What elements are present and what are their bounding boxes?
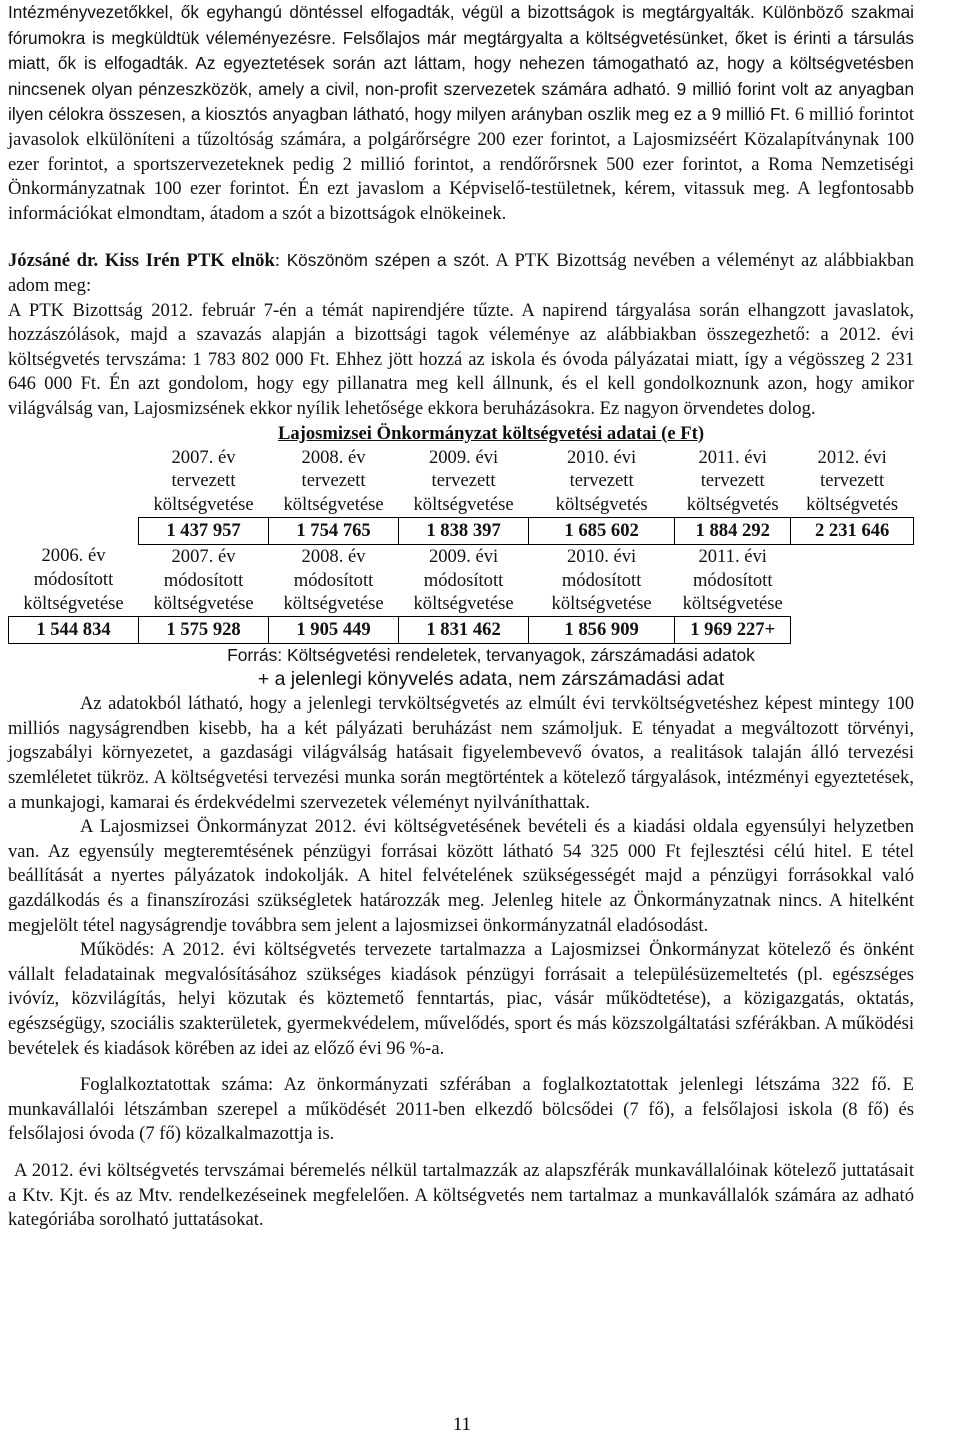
modified-label-2007: 2007. év módosított költségvetése	[153, 545, 254, 615]
modified-value-2011: 1 969 227+	[675, 617, 791, 644]
paragraph-intro	[8, 0, 914, 226]
speaker-rest: A PTK Bizottság nevében a véleményt az alábbiakban adom meg:	[8, 250, 914, 296]
speaker-thanks: Köszönöm szépen a szót.	[286, 250, 490, 271]
paragraph-ptk-opinion: A PTK Bizottság 2012. február 7-én a témát napirendjére tűzte. A napirend tárgyalása során elhangzott javaslatok, hozzászólások, majd a szavazás alapján a bizottsági tagok véleménye az alábbiakban összegezhető: a 2012. évi költségvetés tervszáma: 1 783 802 000 Ft. Ehhez jött hozzá az iskola és óvoda pályázatai miatt, így a végösszeg 2 231 646 000 Ft. Én azt gondolom, hogy egy pillanatra meg kell állnunk, és el kell gondolkoznunk azon, hogy amikor világválság van, Lajosmizsének ekkor nyílik lehetősége ekkora beruházásokra. Ez nagyon örvendetes dolog.	[8, 299, 914, 419]
budget-table	[8, 446, 914, 645]
modified-label-2008: 2008. év módosított költségvetése	[283, 545, 384, 615]
modified-value-2006: 1 544 834	[9, 617, 139, 644]
table-title: Lajosmizsei Önkormányzat költségvetési adatai (e Ft)	[277, 422, 705, 444]
table-row-modified-labels	[9, 544, 914, 616]
planned-value-2009: 1 838 397	[399, 517, 529, 544]
planned-value-2010: 1 685 602	[529, 517, 675, 544]
table-row-planned-values	[9, 517, 914, 544]
intro-text-sans: Intézményvezetőkkel, ők egyhangú döntéssel elfogadták, végül a bizottságok is megtárgyalták. Különböző szakmai fórumokra is megküldtük véleményezésre. Felsőlajos már megtárgyalta a költségvetésünket, őket is érinti a társulás miatt, ők is elfogadták. Az egyeztetések során azt láttam, hogy nehezen támogatható az, hogy a költségvetésben nincsenek olyan pénzeszközök, amely a civil, non-profit szervezetek számára adható. 9 millió forint volt az anyagban ilyen célokra összesen, a kiosztós anyagban látható, hogy milyen arányban oszlik meg ez a 9 millió Ft.	[8, 2, 914, 125]
table-source: Forrás: Költségvetési rendeletek, tervanyagok, zárszámadási adatok	[227, 645, 755, 666]
planned-label-2007: 2007. év tervezett költségvetése	[153, 446, 254, 516]
paragraph-operations: Működés: A 2012. évi költségvetés tervezete tartalmazza a Lajosmizsei Önkormányzat kötelező és önként vállalt feladatainak megvalósításához szükséges kiadások pénzügyi forrásait a településüzemeltetés (pl. egészséges ivóvíz, közvilágítás, helyi közutak és köztemető fenntartás, piac, vásár működtetése), a közigazgatás, oktatás, egészségügy, szociális szakterületek, gyermekvédelem, művelődés, sport és más közszolgáltatási szférákban. A működési bevételek és kiadások körében az idei az előző évi 96 %-a.	[8, 939, 914, 1059]
modified-label-2011: 2011. évi módosított költségvetése	[682, 545, 783, 615]
modified-value-2009: 1 831 462	[399, 617, 529, 644]
modified-value-2007: 1 575 928	[139, 617, 269, 644]
planned-label-2009: 2009. évi tervezett költségvetése	[413, 446, 514, 516]
planned-label-2010: 2010. évi tervezett költségvetés	[555, 446, 648, 516]
modified-label-2009: 2009. évi módosított költségvetése	[413, 545, 514, 615]
speaker-name: Józsáné dr. Kiss Irén PTK elnök	[8, 250, 275, 272]
paragraph-analysis: Az adatokból látható, hogy a jelenlegi tervköltségvetés az elmúlt évi tervköltségvetéshez képest mintegy 100 milliós nagyságrendben kisebb, ha a két pályázati beruházást nem számoljuk. E tényadat a megváltozott törvényi, jogszabályi környezetet, a gazdasági világválság hatásait figyelembevevő óvatos, a realitások talaján álló tervezési szemléletet tükröz. A költségvetési tervezési munka során megtörténtek a kötelező tárgyalások, intézményi egyeztetések, a munkajogi, kamarai és érdekvédelmi szervezetek véleményt nyilváníthattak.	[8, 693, 914, 813]
modified-label-2010: 2010. évi módosított költségvetése	[551, 545, 652, 615]
table-note: + a jelenlegi könyvelés adata, nem zárszámadási adat	[257, 668, 725, 691]
document-page	[8, 0, 914, 1233]
intro-text-serif: 6 millió forintot javasolok elkülöníteni a tűzoltóság számára, a polgárőrségre 200 ezer forintot, a Lajosmizséért Közalapítványnak 100 ezer forintot, a sportszervezeteknek pedig 2 millió forintot, a rendőrőrsnek 500 ezer forintot, a Roma Nemzetiségi Önkormányzatnak 100 ezer forintot. Én ezt javaslom a Képviselő-testületnek, kérem, vitassuk meg. A legfontosabb információkat elmondtam, átadom a szót a bizottságok elnökeinek.	[8, 104, 914, 224]
planned-value-2011: 1 884 292	[675, 517, 791, 544]
paragraph-employees: Foglalkoztatottak száma: Az önkormányzati szférában a foglalkoztatottak jelenlegi létszáma 322 fő. E munkavállalói létszámban szerepel a működését 2011-ben elkezdő bölcsődei (7 fő), a felsőlajosi iskola (8 fő) és felsőlajosi óvoda (7 fő) közalkalmazottja is.	[8, 1074, 914, 1145]
table-row-modified-values	[9, 617, 914, 644]
planned-value-2007: 1 437 957	[139, 517, 269, 544]
modified-value-2010: 1 856 909	[529, 617, 675, 644]
planned-label-2008: 2008. év tervezett költségvetése	[283, 446, 384, 516]
planned-value-2012: 2 231 646	[791, 517, 914, 544]
paragraph-ptk-speaker: Józsáné dr. Kiss Irén PTK elnök: Köszönöm szépen a szót. A PTK Bizottság nevében a véleményt az alábbiakban adom meg:	[8, 250, 914, 296]
table-row-planned-labels	[9, 446, 914, 518]
paragraph-balance: A Lajosmizsei Önkormányzat 2012. évi költségvetésének bevételi és a kiadási oldala egyensúlyi helyzetben van. Az egyensúly megteremtésének pénzügyi forrásai között látható 54 325 000 Ft fejlesztési célú hitel. E tétel beállítását a nyertes pályázatok indokolják. A hitel felvételének szükségességét majd a pénzügyi forrásokkal való gazdálkodás és a finanszírozási szükségletek határozzák meg. Jelenleg hitele az Önkormányzatnak nincs. A hitelként megjelölt tétel nagyságrendje továbbra sem jelent a lajosmizsei önkormányzatnál eladósodást.	[8, 816, 914, 936]
planned-value-2008: 1 754 765	[269, 517, 399, 544]
paragraph-wages: A 2012. évi költségvetés tervszámai béremelés nélkül tartalmazzák az alapszférák munkavállalóinak kötelező juttatásait a Ktv. Kjt. és az Mtv. rendelkezéseinek megfelelően. A költségvetés nem tartalmaz a munkavállalók számára az adható kategóriába sorolható juttatásokat.	[8, 1159, 914, 1231]
planned-label-2011: 2011. évi tervezett költségvetés	[686, 446, 779, 516]
page-number: 11	[453, 1414, 471, 1435]
modified-value-2008: 1 905 449	[269, 617, 399, 644]
planned-label-2012: 2012. évi tervezett költségvetés	[806, 446, 899, 516]
modified-label-2006: 2006. év módosított költségvetése	[23, 545, 124, 614]
